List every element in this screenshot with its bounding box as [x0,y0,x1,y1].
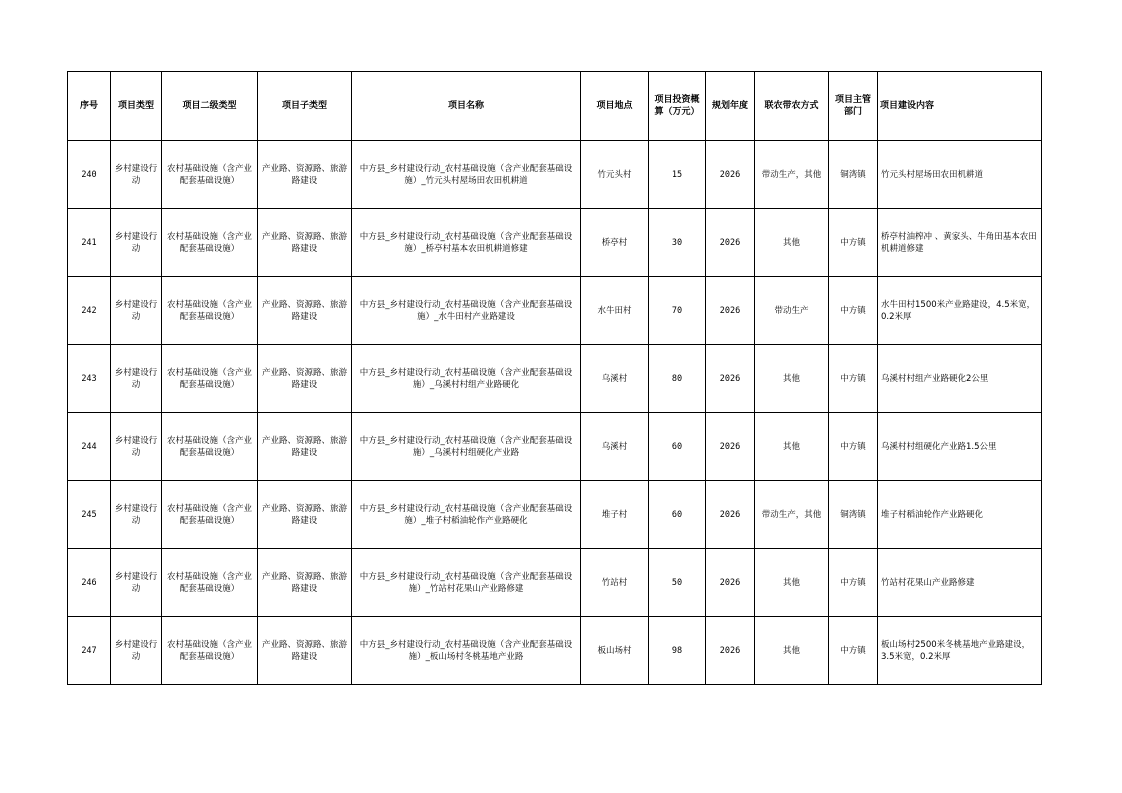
header-content: 项目建设内容 [878,72,1042,141]
cell-year: 2026 [706,413,755,481]
header-name: 项目名称 [352,72,581,141]
cell-name: 中方县_乡村建设行动_农村基础设施（含产业配套基础设施）_竹站村花果山产业路修建 [352,549,581,617]
cell-subtype: 产业路、资源路、旅游路建设 [258,413,352,481]
header-dept: 项目主管部门 [829,72,878,141]
table-row [68,209,1042,277]
cell-year: 2026 [706,141,755,209]
cell-seq: 242 [68,277,111,345]
cell-budget: 30 [649,209,706,277]
cell-year: 2026 [706,277,755,345]
cell-content: 堆子村稻油轮作产业路硬化 [878,481,1042,549]
cell-name: 中方县_乡村建设行动_农村基础设施（含产业配套基础设施）_堆子村稻油轮作产业路硬化 [352,481,581,549]
cell-name: 中方县_乡村建设行动_农村基础设施（含产业配套基础设施）_乌溪村村组产业路硬化 [352,345,581,413]
cell-location: 竹站村 [581,549,649,617]
cell-dept: 中方镇 [829,345,878,413]
table-row [68,549,1042,617]
cell-budget: 80 [649,345,706,413]
cell-content: 乌溪村村组硬化产业路1.5公里 [878,413,1042,481]
cell-location: 竹元头村 [581,141,649,209]
cell-year: 2026 [706,209,755,277]
cell-mode: 其他 [755,345,829,413]
cell-subtype: 产业路、资源路、旅游路建设 [258,345,352,413]
table-row [68,617,1042,685]
cell-location: 桥亭村 [581,209,649,277]
cell-year: 2026 [706,549,755,617]
cell-year: 2026 [706,345,755,413]
cell-location: 板山场村 [581,617,649,685]
header-subtype: 项目子类型 [258,72,352,141]
cell-mode: 其他 [755,413,829,481]
cell-mode: 带动生产，其他 [755,481,829,549]
cell-type: 乡村建设行动 [111,549,162,617]
cell-type: 乡村建设行动 [111,413,162,481]
table-row [68,277,1042,345]
table-row [68,413,1042,481]
cell-dept: 中方镇 [829,549,878,617]
cell-dept: 中方镇 [829,209,878,277]
cell-content: 竹元头村屋场田农田机耕道 [878,141,1042,209]
cell-content: 水牛田村1500米产业路建设，4.5米宽，0.2米厚 [878,277,1042,345]
cell-mode: 其他 [755,549,829,617]
cell-type: 乡村建设行动 [111,481,162,549]
cell-dept: 中方镇 [829,617,878,685]
cell-seq: 244 [68,413,111,481]
table-row [68,345,1042,413]
cell-subtype2: 农村基础设施（含产业配套基础设施） [162,617,258,685]
cell-name: 中方县_乡村建设行动_农村基础设施（含产业配套基础设施）_板山场村冬桃基地产业路 [352,617,581,685]
cell-seq: 240 [68,141,111,209]
cell-location: 乌溪村 [581,413,649,481]
cell-budget: 70 [649,277,706,345]
cell-subtype: 产业路、资源路、旅游路建设 [258,209,352,277]
cell-content: 桥亭村油榨冲 、黄家头、牛角田基本农田机耕道修建 [878,209,1042,277]
cell-location: 堆子村 [581,481,649,549]
cell-subtype2: 农村基础设施（含产业配套基础设施） [162,209,258,277]
cell-seq: 241 [68,209,111,277]
cell-mode: 其他 [755,617,829,685]
cell-seq: 243 [68,345,111,413]
cell-seq: 247 [68,617,111,685]
header-location: 项目地点 [581,72,649,141]
cell-type: 乡村建设行动 [111,209,162,277]
cell-subtype2: 农村基础设施（含产业配套基础设施） [162,413,258,481]
cell-subtype2: 农村基础设施（含产业配套基础设施） [162,481,258,549]
cell-mode: 带动生产，其他 [755,141,829,209]
cell-budget: 50 [649,549,706,617]
cell-mode: 带动生产 [755,277,829,345]
header-seq: 序号 [68,72,111,141]
header-budget: 项目投资概算（万元） [649,72,706,141]
cell-subtype2: 农村基础设施（含产业配套基础设施） [162,141,258,209]
cell-subtype2: 农村基础设施（含产业配套基础设施） [162,345,258,413]
cell-name: 中方县_乡村建设行动_农村基础设施（含产业配套基础设施）_水牛田村产业路建设 [352,277,581,345]
cell-dept: 中方镇 [829,277,878,345]
cell-type: 乡村建设行动 [111,617,162,685]
cell-budget: 15 [649,141,706,209]
cell-subtype2: 农村基础设施（含产业配套基础设施） [162,277,258,345]
cell-dept: 中方镇 [829,413,878,481]
header-type: 项目类型 [111,72,162,141]
cell-dept: 铜湾镇 [829,481,878,549]
table-row [68,481,1042,549]
cell-content: 乌溪村村组产业路硬化2公里 [878,345,1042,413]
cell-type: 乡村建设行动 [111,345,162,413]
cell-subtype: 产业路、资源路、旅游路建设 [258,277,352,345]
cell-year: 2026 [706,617,755,685]
cell-budget: 98 [649,617,706,685]
cell-subtype: 产业路、资源路、旅游路建设 [258,549,352,617]
cell-location: 水牛田村 [581,277,649,345]
cell-subtype2: 农村基础设施（含产业配套基础设施） [162,549,258,617]
cell-name: 中方县_乡村建设行动_农村基础设施（含产业配套基础设施）_桥亭村基本农田机耕道修建 [352,209,581,277]
cell-budget: 60 [649,481,706,549]
cell-content: 竹站村花果山产业路修建 [878,549,1042,617]
header-year: 规划年度 [706,72,755,141]
cell-seq: 246 [68,549,111,617]
header-subtype2: 项目二级类型 [162,72,258,141]
cell-location: 乌溪村 [581,345,649,413]
project-table [67,71,1042,685]
cell-name: 中方县_乡村建设行动_农村基础设施（含产业配套基础设施）_乌溪村村组硬化产业路 [352,413,581,481]
header-mode: 联农带农方式 [755,72,829,141]
cell-subtype: 产业路、资源路、旅游路建设 [258,141,352,209]
cell-dept: 铜湾镇 [829,141,878,209]
cell-seq: 245 [68,481,111,549]
cell-mode: 其他 [755,209,829,277]
cell-budget: 60 [649,413,706,481]
header-row [68,72,1042,141]
cell-type: 乡村建设行动 [111,141,162,209]
table-row [68,141,1042,209]
cell-subtype: 产业路、资源路、旅游路建设 [258,481,352,549]
cell-content: 板山场村2500米冬桃基地产业路建设，3.5米宽，0.2米厚 [878,617,1042,685]
cell-subtype: 产业路、资源路、旅游路建设 [258,617,352,685]
cell-name: 中方县_乡村建设行动_农村基础设施（含产业配套基础设施）_竹元头村屋场田农田机耕道 [352,141,581,209]
cell-year: 2026 [706,481,755,549]
cell-type: 乡村建设行动 [111,277,162,345]
